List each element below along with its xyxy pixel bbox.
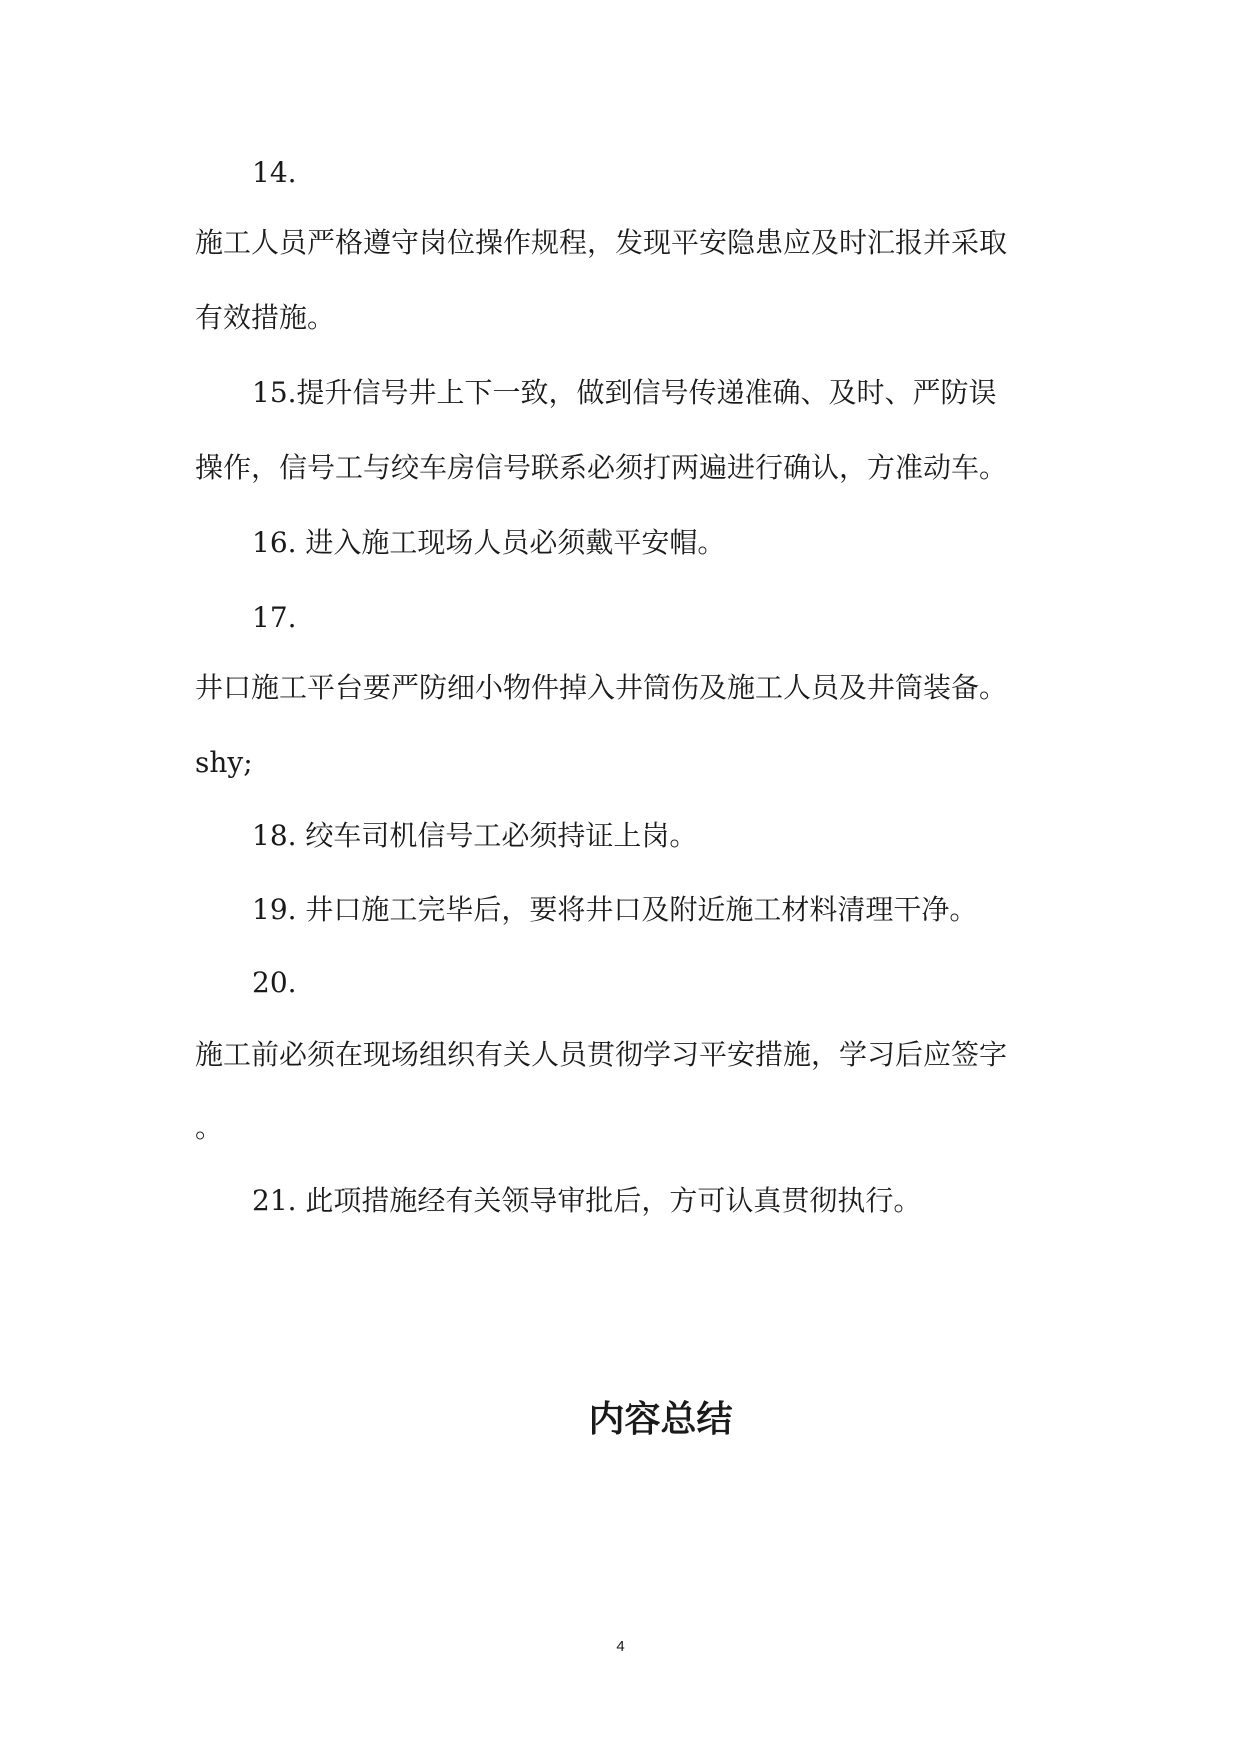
item-14-text-line-2: 有效措施。 xyxy=(195,301,336,334)
item-18-text: 18. 绞车司机信号工必须持证上岗。 xyxy=(252,819,698,852)
page-number: 4 xyxy=(616,1638,625,1655)
item-15-text-line-1: 15.提升信号井上下一致，做到信号传递准确、及时、严防误 xyxy=(252,376,997,409)
item-19-text: 19. 井口施工完毕后，要将井口及附近施工材料清理干净。 xyxy=(252,893,978,926)
item-20-number: 20. xyxy=(252,966,297,999)
item-15-text-line-2: 操作，信号工与绞车房信号联系必须打两遍进行确认，方准动车。 xyxy=(195,451,1008,484)
item-17-text: 井口施工平台要严防细小物件掉入井筒伤及施工人员及井筒装备。 xyxy=(195,671,1008,704)
item-14-text-line-1: 施工人员严格遵守岗位操作规程，发现平安隐患应及时汇报并采取 xyxy=(195,226,1008,259)
item-16-text: 16. 进入施工现场人员必须戴平安帽。 xyxy=(252,526,726,559)
section-title: 内容总结 xyxy=(588,1399,733,1440)
stray-entity-text: shy; xyxy=(195,746,253,779)
item-14-number: 14. xyxy=(252,156,297,189)
item-20-text-line-2: 。 xyxy=(195,1111,224,1144)
item-21-text: 21. 此项措施经有关领导审批后，方可认真贯彻执行。 xyxy=(252,1184,922,1217)
item-20-text-line-1: 施工前必须在现场组织有关人员贯彻学习平安措施，学习后应签字 xyxy=(195,1038,1008,1071)
item-17-number: 17. xyxy=(252,601,297,634)
